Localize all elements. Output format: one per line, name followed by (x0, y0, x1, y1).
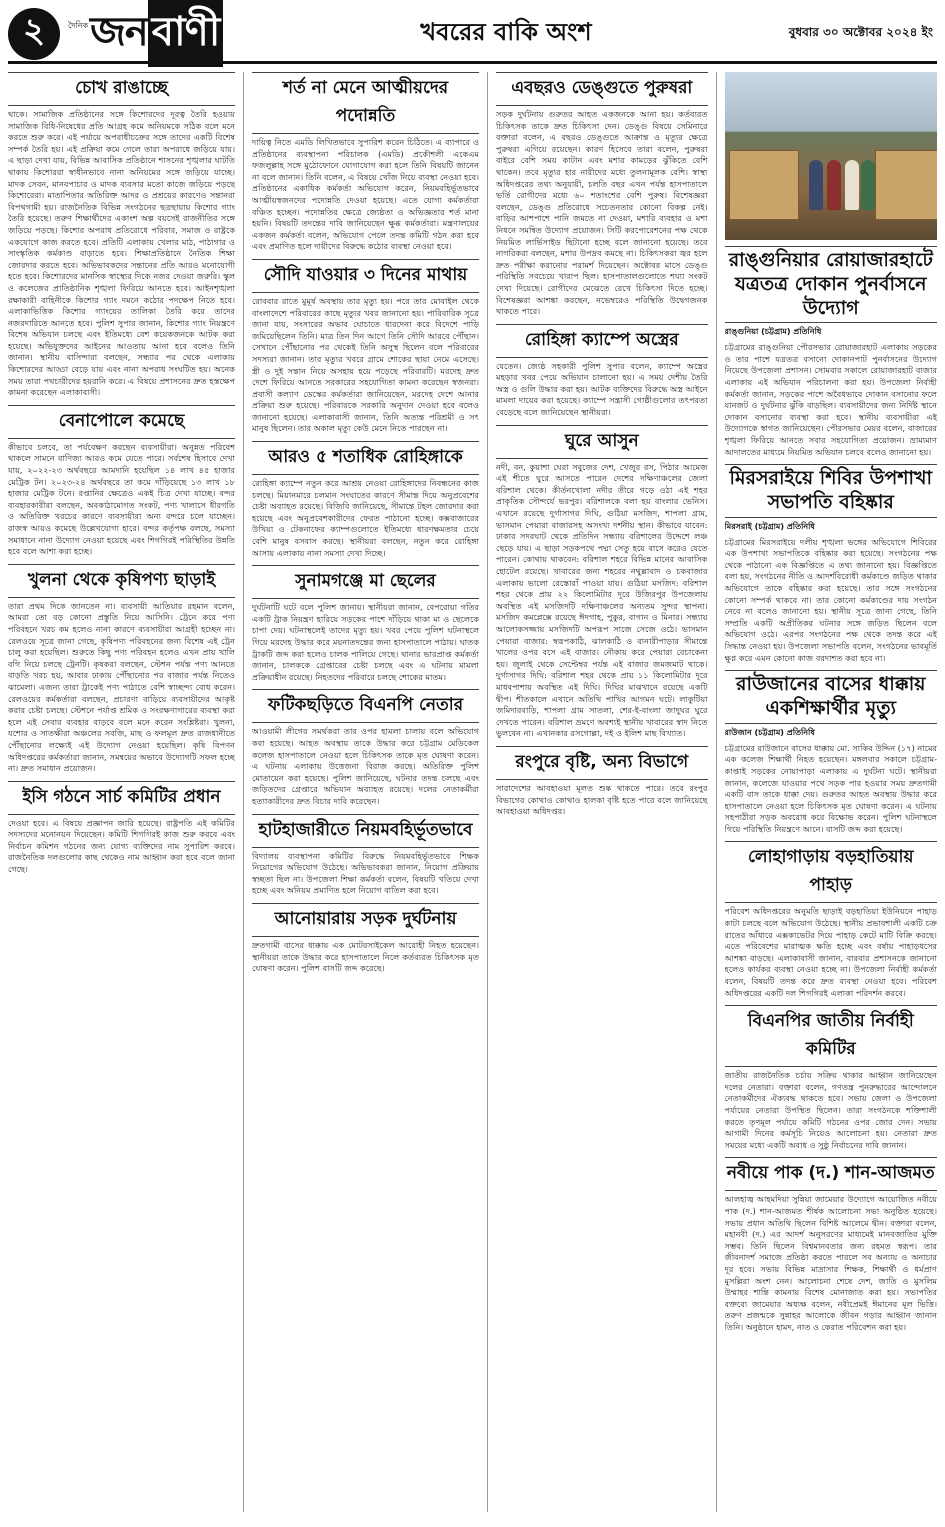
masthead (8, 6, 937, 64)
headline: রাঙ্গুনিয়ার রোয়াজারহাটে যত্রতত্র দোকান পুনর্বাসনে উদ্যোগ (725, 246, 937, 323)
columns (8, 72, 937, 1512)
headline: বিএনপির জাতীয় নির্বাহী কমিটির (725, 1005, 937, 1067)
article-shorto (252, 72, 479, 253)
headline: ফটিকছড়িতে বিএনপি নেতার (252, 689, 479, 723)
article-nabi (725, 1157, 937, 1333)
article-rangunia (725, 246, 937, 458)
byline: মিরসরাই (চট্টগ্রাম) প্রতিনিধি (724, 521, 815, 531)
article-body: বিদ্যালয় ব্যবস্থাপনা কমিটির বিরুদ্ধে নিয়মবহির্ভূতভাবে শিক্ষক নিয়োগের অভিযোগ উঠেছে। অভিভাবকরা জানান, নিয়োগ প্রক্রিয়ায় স্বচ্ছতা ছিল না। উপজেলা শিক্ষা কর্মকর্তা বলেন, বিষয়টি খতিয়ে দেখা হচ্ছে এবং অনিয়ম প্রমাণিত হলে নিয়োগ বাতিল করা হবে। (252, 850, 480, 896)
article-body: আওয়ামী লীগের সমর্থকরা তার ওপর হামলা চালায় বলে অভিযোগ করা হয়েছে। আহত অবস্থায় তাকে উদ্ধার করে চট্টগ্রাম মেডিকেল কলেজ হাসপাতালে নেওয়া হলে চিকিৎসক তাকে মৃত ঘোষণা করেন। এ ঘটনায় এলাকায় উত্তেজনা বিরাজ করছে। অতিরিক্ত পুলিশ মোতায়েন করা হয়েছে। পুলিশ জানিয়েছে, ঘটনার তদন্ত চলছে এবং জড়িতদের গ্রেপ্তারে অভিযান অব্যাহত রয়েছে। দলের নেতাকর্মীরা হত্যাকারীদের দ্রুত বিচার দাবি করেছেন। (252, 726, 480, 806)
column-3 (496, 72, 708, 1512)
column-1 (8, 72, 235, 1512)
article-sunamganj (252, 565, 479, 683)
column-divider (716, 72, 717, 1512)
headline: হাটহাজারীতে নিয়মবহির্ভূতভাবে (252, 814, 479, 848)
article-benapole (8, 405, 235, 558)
article-chokh (8, 72, 235, 399)
headline: রাউজানের বাসের ধাক্কায় একশিক্ষার্থীর মৃত্যু (725, 670, 937, 724)
headline: মিরসরাইয়ে শিবির উপশাখা সভাপতি বহিষ্কার (725, 464, 937, 518)
column-divider (487, 72, 488, 1512)
headline: রংপুরে বৃষ্টি, অন্য বিভাগে (496, 746, 708, 780)
article-body: কীভাবে চলবে, তা পর্যবেক্ষণ করছেন ব্যবসায়ীরা। অনুন্নত পরিবেশ থাকলে সামনে বাণিজ্য আরও কমে যেতে পারে। সর্বশেষ হিসাবে দেখা যায়, ২০২২-২৩ অর্থবছরে আমদানি হয়েছিল ১৪ লাখ ৪৫ হাজার মেট্রিক টন। ২০২৩-২৪ অর্থবছরে তা কমে দাঁড়িয়েছে ১৩ লাখ ১৮ হাজার মেট্রিক টনে। রপ্তানির ক্ষেত্রেও একই চিত্র দেখা যাচ্ছে। বন্দর ব্যবহারকারীরা বলছেন, অবকাঠামোগত সংকট, পণ্য খালাসে ধীরগতি ও অতিরিক্ত খরচের কারণে ব্যবসায়ীরা অন্য বন্দরে চলে যাচ্ছেন। রাজস্ব আয়ও কমেছে উল্লেখযোগ্য হারে। বন্দর কর্তৃপক্ষ বলছে, সমস্যা সমাধানে নানা উদ্যোগ নেওয়া হয়েছে এবং শিগগিরই পরিস্থিতির উন্নতি হবে বলে আশা করা হচ্ছে। (8, 441, 236, 557)
article-bnp (725, 1005, 937, 1151)
photo-person-shape (827, 160, 841, 210)
market-photo (725, 72, 937, 240)
headline: চোখ রাঙাচ্ছে (8, 72, 235, 106)
logo-prefix: দৈনিক (68, 21, 89, 30)
article-saudi (252, 259, 479, 435)
article-rohingya5 (252, 441, 479, 559)
article-body: চট্টগ্রামের রাঙ্গুনিয়া পৌরসভার রোয়াজারহাট এলাকায় সড়কের ও তার পাশে যত্রতত্র বসানো দোকানপাট পুনর্বাসনের উদ্যোগ নিয়েছে উপজেলা প্রশাসন। সোমবার সকালে রোয়াজারহাট বাজার এলাকায় এই অভিযান পরিচালনা করা হয়। উপজেলা নির্বাহী কর্মকর্তা জানান, সড়কের পাশে অবৈধভাবে দোকান বসানোর ফলে যানজট ও দুর্ঘটনার ঝুঁকি বাড়ছিল। ব্যবসায়ীদের জন্য নির্দিষ্ট স্থানে দোকান বসানোর ব্যবস্থা করা হবে। স্থানীয় ব্যবসায়ীরা এই উদ্যোগকে স্বাগত জানিয়েছেন। পৌরসভার মেয়র বলেন, বাজারের শৃঙ্খলা ফিরিয়ে আনতে সবার সহযোগিতা প্রয়োজন। ভ্রাম্যমাণ আদালতের মাধ্যমে নিয়মিত অভিযান চলবে বলেও জানানো হয়। (724, 342, 937, 457)
headline: আনোয়ারায় সড়ক দুর্ঘটনায় (252, 903, 479, 937)
publication-date: বুধবার ৩০ অক্টোবর ২০২৪ ইং (788, 24, 933, 39)
article-body: দেওয়া হবে। এ বিষয়ে প্রজ্ঞাপন জারি হয়েছে। রাষ্ট্রপতি এই কমিটির সদস্যদের মনোনয়ন দিয়েছেন। কমিটি শিগগিরই কাজ শুরু করবে এবং নির্বাচন কমিশন গঠনের জন্য যোগ্য ব্যক্তিদের নাম সুপারিশ করবে। রাজনৈতিক দলগুলোর কাছ থেকেও নাম আহ্বান করা হবে বলে জানা গেছে। (8, 817, 236, 875)
headline: নবীয়ে পাক (দ.) শান-আজমত (725, 1157, 937, 1191)
article-dengue (496, 72, 708, 318)
page-number: ২ (8, 8, 60, 60)
headline: শর্ত না মেনে আত্মীয়দের পদোন্নতি (252, 72, 479, 134)
headline: লোহাগাড়ায় বড়হাতিয়ায় পাহাড় (725, 841, 937, 903)
headline: সুনামগঞ্জে মা ছেলের (252, 565, 479, 599)
article-body: পরিবেশ অধিদপ্তরের অনুমতি ছাড়াই বড়হাতিয়া ইউনিয়নে পাহাড় কাটা চলছে বলে অভিযোগ উঠেছে। স্থানীয় প্রভাবশালী একটি চক্র রাতের আঁধারে এক্সকাভেটর দিয়ে পাহাড় কেটে মাটি বিক্রি করছে। এতে পরিবেশের মারাত্মক ক্ষতি হচ্ছে এবং বর্ষায় পাহাড়ধসের আশঙ্কা বাড়ছে। এলাকাবাসী জানান, বারবার প্রশাসনকে জানানো হলেও কার্যকর ব্যবস্থা নেওয়া হচ্ছে না। উপজেলা নির্বাহী কর্মকর্তা বলেন, বিষয়টি তদন্ত করে দ্রুত ব্যবস্থা নেওয়া হবে। পরিবেশ অধিদপ্তরের একটি দল শিগগিরই এলাকা পরিদর্শন করবে। (724, 906, 937, 998)
article-body: সারাদেশের আবহাওয়া মূলত শুষ্ক থাকতে পারে। তবে রংপুর বিভাগের কোথাও কোথাও হালকা বৃষ্টি হতে পারে বলে জানিয়েছে আবহাওয়া অধিদপ্তর। (496, 782, 708, 817)
photo-person-shape (809, 160, 823, 210)
article-ghure (496, 425, 708, 740)
article-rangpur (496, 746, 708, 818)
headline: রোহিঙ্গা ক্যাম্পে অস্ত্রের (496, 324, 708, 358)
byline: রাউজান (চট্টগ্রাম) প্রতিনিধি (724, 727, 815, 737)
article-body: তারা প্রথম দিকে জানতেন না। ব্যবসায়ী আতিয়ার রহমান বলেন, আমরা তো বড় কোনো প্রস্তুতি নিয়ে আসিনি। ট্রেনে করে পণ্য পরিবহনে খরচ কম হলেও নানা কারণে ব্যবসায়ীরা আগ্রহী হচ্ছেন না। রেলওয়ে সূত্রে জানা গেছে, কৃষিপণ্য পরিবহনের জন্য বিশেষ এই ট্রেন চালু করা হয়েছিল। শুরুতে কিছু পণ্য পরিবহন হলেও এখন প্রায় খালি বগি নিয়ে চলছে ট্রেনটি। কৃষকরা বলছেন, স্টেশন পর্যন্ত পণ্য আনতে বাড়তি খরচ হয়, আবার ঢাকায় পৌঁছানোর পর বাজার পর্যন্ত নিতেও ঝামেলা। এজন্য তারা ট্রাকেই পণ্য পাঠাতে বেশি স্বাচ্ছন্দ্য বোধ করেন। রেলওয়ের কর্মকর্তারা বলছেন, প্রচারণা বাড়িয়ে ব্যবসায়ীদের আকৃষ্ট করার চেষ্টা চলছে। স্টেশনে পর্যাপ্ত শ্রমিক ও সংরক্ষণাগারের ব্যবস্থা করা হলে এই সেবার ব্যবহার বাড়বে বলে মনে করেন সংশ্লিষ্টরা। খুলনা, যশোর ও সাতক্ষীরা অঞ্চলের সবজি, মাছ ও ফলমূল দ্রুত রাজধানীতে পৌঁছানোর লক্ষ্যেই এই উদ্যোগ নেওয়া হয়েছিল। কৃষি বিপণন অধিদপ্তরের কর্মকর্তারা জানান, সমন্বয়ের অভাবে উদ্যোগটি সফল হচ্ছে না। দ্রুত সমাধান প্রয়োজন। (8, 600, 236, 774)
headline: ঘুরে আসুন (496, 425, 708, 459)
article-body: দ্রুতগামী বাসের ধাক্কায় এক মোটরসাইকেল আরোহী নিহত হয়েছেন। স্থানীয়রা তাকে উদ্ধার করে হাসপাতালে নিলে কর্তব্যরত চিকিৎসক মৃত ঘোষণা করেন। পুলিশ বাসটি জব্দ করেছে। (252, 939, 480, 974)
logo-part2: বাণী (148, 0, 224, 67)
article-body: সড়ক দুর্ঘটনায় গুরুতর আহত একজনকে আনা হয়। কর্তব্যরত চিকিৎসক তাকে দ্রুত চিকিৎসা দেন। ডেঙ্গু বিষয়ে সেমিনারে বক্তারা বলেন, এ বছরও ডেঙ্গুতে আক্রান্ত ও মৃত্যুর ক্ষেত্রে পুরুষরা এগিয়ে রয়েছেন। কারণ হিসেবে তারা বলেন, পুরুষরা বাইরে বেশি সময় কাটান এবং মশার কামড়ের ঝুঁকিতে বেশি থাকেন। তবে মৃত্যুর হার নারীদের মধ্যে তুলনামূলক বেশি। স্বাস্থ্য অধিদপ্তরের তথ্য অনুযায়ী, চলতি বছর এখন পর্যন্ত হাসপাতালে ভর্তি রোগীদের মধ্যে ৬০ শতাংশের বেশি পুরুষ। বিশেষজ্ঞরা বলছেন, ডেঙ্গু প্রতিরোধে সচেতনতার কোনো বিকল্প নেই। বাড়ির আশপাশে পানি জমতে না দেওয়া, মশারি ব্যবহার ও মশা নিধনে সমন্বিত উদ্যোগ প্রয়োজন। সিটি করপোরেশনের পক্ষ থেকে নিয়মিত লার্ভিসাইড ছিটানো হচ্ছে বলে জানানো হয়েছে। তবে নাগরিকরা বলছেন, মশার উপদ্রব কমছে না। চিকিৎসকরা জ্বর হলে দ্রুত পরীক্ষা করানোর পরামর্শ দিয়েছেন। অক্টোবর মাসে ডেঙ্গু পরিস্থিতি সবচেয়ে খারাপ ছিল। হাসপাতালগুলোতে শয্যা সংকট দেখা দিয়েছে। রোগীদের মেঝেতে রেখে চিকিৎসা দিতে হচ্ছে। বিশেষজ্ঞরা আশঙ্কা করছেন, নভেম্বরেও পরিস্থিতি উদ্বেগজনক থাকতে পারে। (496, 109, 708, 317)
headline: এবছরও ডেঙ্গুতে পুরুষরা (496, 72, 708, 106)
article-rohingya-camp (496, 324, 708, 419)
photo-stall-shape (729, 150, 799, 220)
article-body: চট্টগ্রামের রাউজানে বাসের ধাক্কায় মো. সাকিব উদ্দিন (১৭) নামের এক কলেজ শিক্ষার্থী নিহত হয়েছেন। মঙ্গলবার সকালে চট্টগ্রাম-কাপ্তাই সড়কের নোয়াপাড়া এলাকায় এ দুর্ঘটনা ঘটে। স্থানীয়রা জানান, কলেজে যাওয়ার পথে সড়ক পার হওয়ার সময় দ্রুতগামী একটি বাস তাকে ধাক্কা দেয়। গুরুতর আহত অবস্থায় উদ্ধার করে হাসপাতালে নেওয়া হলে চিকিৎসক মৃত ঘোষণা করেন। এ ঘটনায় সহপাঠীরা সড়ক অবরোধ করে বিক্ষোভ করেন। পুলিশ ঘটনাস্থলে গিয়ে পরিস্থিতি নিয়ন্ত্রণে আনে। বাসটি জব্দ করা হয়েছে। (724, 742, 937, 834)
article-body: আলহাজ্ব আহমদিয়া সুন্নিয়া জামেয়ার উদ্যোগে আয়োজিত নবীয়ে পাক (দ.) শান-আজমত শীর্ষক আলোচনা সভা অনুষ্ঠিত হয়েছে। সভায় প্রধান অতিথি ছিলেন বিশিষ্ট আলেমে দ্বীন। বক্তারা বলেন, মহানবী (দ.) এর আদর্শ অনুসরণের মাধ্যমেই মানবজাতির মুক্তি সম্ভব। তিনি ছিলেন বিশ্বমানবতার জন্য রহমত স্বরূপ। তার জীবনাদর্শ সমাজে প্রতিষ্ঠা করতে পারলে সব অন্যায় ও অনাচার দূর হবে। সভায় বিভিন্ন মাদ্রাসার শিক্ষক, শিক্ষার্থী ও ধর্মপ্রাণ মুসল্লিরা অংশ নেন। আলোচনা শেষে দেশ, জাতি ও মুসলিম উম্মাহর শান্তি কামনায় বিশেষ মোনাজাত করা হয়। সভাপতির বক্তব্যে জামেয়ার অধ্যক্ষ বলেন, নবীপ্রেমই ঈমানের মূল ভিত্তি। তরুণ প্রজন্মকে সুন্নাহর আলোকে জীবন গড়ার আহ্বান জানান তিনি। অনুষ্ঠানে হামদ, নাত ও কেরাত পরিবেশন করা হয়। (724, 1194, 937, 1332)
article-body: থাকে। সামাজিক প্রতিষ্ঠানের সঙ্গে কিশোরদের দূরত্ব তৈরি হওয়ায় সামাজিক বিধি-নিষেধের প্রতি আগ্রহ কমে অনিয়মকে সঠিক বলে মনে করতে শুরু করে। এই পর্যায়ে অপরাধীচক্রের সঙ্গে তাদের একটি বিশেষ সম্পর্ক তৈরি হয়। এই প্রক্রিয়া কমে গেলে তারা অপরাধে জড়িয়ে যায়। এ ছাড়া দেখা যায়, বিভিন্ন আবাসিক প্রতিষ্ঠানে শাসনের শৃঙ্খলার ঘাটতি থাকায় কিশোররা স্বাধীনভাবে নানা অনিয়মের সঙ্গে জড়িয়ে যাচ্ছে। মাদক সেবন, মানবপাচার ও মাদক ব্যবসার মতো কাজে জড়িয়ে পড়ছে কিশোরেরা। মাতাপিতার অতিরিক্ত আদর ও প্রশ্রয়ের কারণেও সন্তানরা বিপথগামী হয়। রাজনৈতিক বিভিন্ন সংগঠনের ছত্রছায়ায় কিশোর গ্যাং তৈরি হয়েছে। তরুণ শিক্ষার্থীদের একাংশ অল্প বয়সেই রাজনীতির সঙ্গে জড়িয়ে পড়ছে। কিশোর অপরাধ প্রতিরোধে পরিবার, সমাজ ও রাষ্ট্রকে একযোগে কাজ করতে হবে। প্রতিটি এলাকায় খেলার মাঠ, পাঠাগার ও সাংস্কৃতিক কর্মকাণ্ড বাড়াতে হবে। শিক্ষাপ্রতিষ্ঠানে নৈতিক শিক্ষা জোরদার করতে হবে। অভিভাবকদের সন্তানের প্রতি আরও মনোযোগী হতে হবে। কিশোরদের মানসিক স্বাস্থ্যের দিকে নজর দেওয়া জরুরি। স্কুল ও কলেজের প্রাতিষ্ঠানিক শৃঙ্খলা ফিরিয়ে আনতে হবে। আইনশৃঙ্খলা রক্ষাকারী বাহিনীকে কিশোর গ্যাং দমনে কঠোর পদক্ষেপ নিতে হবে। এলাকাভিত্তিক কিশোর গ্যাংয়ের তালিকা তৈরি করে তাদের নজরদারিতে আনতে হবে। পুলিশ সুপার জানান, কিশোর গ্যাং নিয়ন্ত্রণে বিশেষ অভিযান চলছে এবং ইতিমধ্যে বেশ কয়েকজনকে আটক করা হয়েছে। অভিযুক্তদের আইনের আওতায় আনা হবে বলেও তিনি জানান। স্থানীয় বাসিন্দারা বলছেন, সন্ধ্যার পর থেকে এলাকায় কিশোরদের আড্ডা বেড়ে যায় এবং নানা অপরাধ সংঘটিত হয়। অনেক সময় তারা পথচারীদের হয়রানি করে। এ বিষয়ে প্রশাসনের দ্রুত হস্তক্ষেপ কামনা করেছেন এলাকাবাসী। (8, 109, 236, 398)
column-divider (243, 72, 244, 1512)
article-body: রোববার রাতে মুমূর্ষ অবস্থায় তার মৃত্যু হয়। পরে তার মোবাইল থেকে বাংলাদেশে পরিবারের কাছে মৃত্যুর খবর জানানো হয়। পারিবারিক সূত্রে জানা যায়, সংসারের অভাব ঘোচাতে ধারদেনা করে বিদেশে পাড়ি জমিয়েছিলেন তিনি। মাত্র তিন দিন আগে তিনি সৌদি আরবে পৌঁছান। সেখানে পৌঁছানোর পর থেকেই তিনি অসুস্থ ছিলেন বলে পরিবারের সদস্যরা জানান। তার মৃত্যুর খবরে গ্রামে শোকের ছায়া নেমে এসেছে। স্ত্রী ও দুই সন্তান নিয়ে অসহায় হয়ে পড়েছে পরিবারটি। মরদেহ দ্রুত দেশে ফিরিয়ে আনতে সরকারের সহযোগিতা কামনা করেছেন স্বজনরা। প্রবাসী কল্যাণ ডেস্কের কর্মকর্তারা জানিয়েছেন, মরদেহ দেশে আনার প্রক্রিয়া শুরু হয়েছে। পরিবারকে সরকারি অনুদান দেওয়া হবে বলেও জানানো হয়েছে। এলাকাবাসী জানান, তিনি অত্যন্ত পরিশ্রমী ও সৎ মানুষ ছিলেন। তার অকাল মৃত্যু কেউ মেনে নিতে পারছেন না। (252, 295, 480, 434)
article-raozan (725, 670, 937, 835)
article-body: জাতীয় রাজনৈতিক চর্চায় সক্রিয় থাকার আহ্বান জানিয়েছেন দলের নেতারা। বক্তারা বলেন, গণতন্ত্র পুনরুদ্ধারের আন্দোলনে নেতাকর্মীদের ঐক্যবদ্ধ থাকতে হবে। সভায় জেলা ও উপজেলা পর্যায়ের নেতারা উপস্থিত ছিলেন। তারা সংগঠনকে শক্তিশালী করতে তৃণমূল পর্যায়ে কমিটি গঠনের ওপর জোর দেন। সভায় আগামী দিনের কর্মসূচি নিয়েও আলোচনা হয়। নেতারা দ্রুত সময়ের মধ্যে একটি অবাধ ও সুষ্ঠু নির্বাচনের দাবি জানান। (724, 1070, 937, 1150)
article-anowara (252, 903, 479, 975)
newspaper-logo (68, 0, 223, 67)
headline: ইসি গঠনে সার্চ কমিটির প্রধান (8, 781, 235, 815)
headline: খুলনা থেকে কৃষিপণ্য ছাড়াই (8, 564, 235, 598)
article-body: যেতেন। জ্যেষ্ঠ সহকারী পুলিশ সুপার বলেন, ক্যাম্পে অস্ত্রের মহড়ার খবর পেয়ে অভিযান চালানো হয়। এ সময় দেশীয় তৈরি অস্ত্র ও গুলি উদ্ধার করা হয়। আটক ব্যক্তিদের বিরুদ্ধে অস্ত্র আইনে মামলা দায়ের করা হয়েছে। ক্যাম্পে সন্ত্রাসী গোষ্ঠীগুলোর তৎপরতা বেড়েছে বলে জানিয়েছেন স্থানীয়রা। (496, 360, 708, 418)
headline: সৌদি যাওয়ার ৩ দিনের মাথায় (252, 259, 479, 293)
article-khulna (8, 564, 235, 775)
headline: আরও ৫ শতাধিক রোহিঙ্গাকে (252, 441, 479, 475)
logo-part1: জন (90, 9, 148, 55)
article-body: রোহিঙ্গা ক্যাম্পে নতুন করে আশ্রয় নেওয়া রোহিঙ্গাদের নিবন্ধনের কাজ চলছে। মিয়ানমারে চলমান সংঘাতের কারণে সীমান্ত দিয়ে অনুপ্রবেশের চেষ্টা অব্যাহত রয়েছে। বিজিবি জানিয়েছে, সীমান্তে টহল জোরদার করা হয়েছে এবং অনুপ্রবেশকারীদের ফেরত পাঠানো হচ্ছে। কক্সবাজারের উখিয়া ও টেকনাফের ক্যাম্পগুলোতে ইতিমধ্যে ধারণক্ষমতার চেয়ে বেশি মানুষ বসবাস করছে। স্থানীয়রা বলছেন, নতুন করে রোহিঙ্গা আসায় এলাকায় নানা সমস্যা দেখা দিচ্ছে। (252, 478, 480, 558)
article-body: চট্টগ্রামের মিরসরাইয়ে দলীয় শৃঙ্খলা ভঙ্গের অভিযোগে শিবিরের এক উপশাখা সভাপতিকে বহিষ্কার করা হয়েছে। সংগঠনের পক্ষ থেকে পাঠানো এক বিজ্ঞপ্তিতে এ তথ্য জানানো হয়। বিজ্ঞপ্তিতে বলা হয়, সংগঠনের নীতি ও আদর্শবিরোধী কর্মকাণ্ডে জড়িত থাকার অভিযোগে তাকে বহিষ্কার করা হয়েছে। তার সঙ্গে সংগঠনের কোনো সম্পর্ক থাকবে না। তার কোনো কর্মকাণ্ডের দায় সংগঠন নেবে না বলেও জানানো হয়। স্থানীয় সূত্রে জানা গেছে, তিনি সম্প্রতি একটি অপ্রীতিকর ঘটনার সঙ্গে জড়িত ছিলেন বলে অভিযোগ ওঠে। এরপর সংগঠনের পক্ষ থেকে তদন্ত করে এই সিদ্ধান্ত নেওয়া হয়। উপজেলা সভাপতি বলেন, সংগঠনের ভাবমূর্তি ক্ষুণ্ণ করে এমন কোনো কাজ বরদাশত করা হবে না। (724, 536, 937, 663)
article-body: দায়িত্ব নিতে এমডি লিখিতভাবে সুপারিশ করেন চিঠিতে। এ ব্যাপারে ও প্রতিষ্ঠানের ব্যবস্থাপনা পরিচালক (এমডি) প্রকৌশলী একেএম ফজলুল্লাহ সঙ্গে মুঠোফোনে যোগাযোগ করা হলে তিনি বিষয়টি জানেন না বলে জানান। তিনি বলেন, এ বিষয়ে খোঁজ নিয়ে ব্যবস্থা নেওয়া হবে। প্রতিষ্ঠানের একাধিক কর্মকর্তা অভিযোগ করেন, নিয়মবহির্ভূতভাবে আত্মীয়স্বজনদের পদোন্নতি দেওয়া হয়েছে। এতে যোগ্য কর্মকর্তারা বঞ্চিত হচ্ছেন। পদোন্নতির ক্ষেত্রে জ্যেষ্ঠতা ও অভিজ্ঞতার শর্ত মানা হয়নি। বিষয়টি তদন্তের দাবি জানিয়েছেন ক্ষুব্ধ কর্মকর্তারা। মন্ত্রণালয়ের একজন কর্মকর্তা বলেন, অভিযোগ পেলে তদন্ত কমিটি গঠন করা হবে এবং প্রমাণিত হলে দায়ীদের বিরুদ্ধে কঠোর ব্যবস্থা নেওয়া হবে। (252, 137, 480, 252)
headline: বেনাপোলে কমেছে (8, 405, 235, 439)
photo-stall-shape (875, 150, 937, 220)
article-body: নদী, বন, কুয়াশা ঘেরা সবুজের দেশ, খেজুর রস, পিঠার আমেজ এই শীতে ঘুরে আসতে পারেন দেশের দক্ষিণাঞ্চলের জেলা বরিশাল থেকে। কীর্তনখোলা নদীর তীরে গড়ে ওঠা এই শহর প্রাকৃতিক সৌন্দর্যে ভরপুর। বরিশালকে বলা হয় বাংলার ভেনিস। এখানে রয়েছে দুর্গাসাগর দিঘি, গুঠিয়া মসজিদ, শাপলা গ্রাম, ভাসমান পেয়ারা বাজারসহ অসংখ্য দর্শনীয় স্থান। কীভাবে যাবেন: ঢাকার সদরঘাট থেকে প্রতিদিন সন্ধ্যায় বরিশালের উদ্দেশে লঞ্চ ছেড়ে যায়। এ ছাড়া সড়কপথে পদ্মা সেতু হয়ে বাসে করেও যেতে পারেন। কোথায় থাকবেন: বরিশাল শহরে বিভিন্ন মানের আবাসিক হোটেল রয়েছে। খাবারের জন্য শহরের নথুল্লাবাদ ও চকবাজার এলাকায় ভালো রেস্তোরাঁ পাওয়া যায়। গুঠিয়া মসজিদ: বরিশাল শহর থেকে প্রায় ২২ কিলোমিটার দূরে উজিরপুর উপজেলায় অবস্থিত এই মসজিদটি দক্ষিণাঞ্চলের অন্যতম সুন্দর স্থাপনা। মসজিদ কমপ্লেক্সে রয়েছে ঈদগাহ, পুকুর, বাগান ও মিনার। সন্ধ্যায় আলোকসজ্জায় মসজিদটি অপরূপ সাজে সেজে ওঠে। ভাসমান পেয়ারা বাজার: স্বরূপকাঠি, ঝালকাঠি ও বানারীপাড়ার সীমান্তে খালের ওপর বসে এই বাজার। নৌকায় করে পেয়ারা বেচাকেনা হয়। জুলাই থেকে সেপ্টেম্বর পর্যন্ত এই বাজার জমজমাট থাকে। দুর্গাসাগর দিঘি: বরিশাল শহর থেকে প্রায় ১১ কিলোমিটার দূরে মাধবপাশায় অবস্থিত এই দিঘি। দিঘির মাঝখানে রয়েছে একটি দ্বীপ। শীতকালে এখানে অতিথি পাখির আগমন ঘটে। লাকুটিয়া জমিদারবাড়ি, শাপলা গ্রাম সাতলা, শের-ই-বাংলা জাদুঘর ঘুরে দেখতে পারেন। বরিশাল ভ্রমণে অবশ্যই স্থানীয় খাবারের স্বাদ নিতে ভুলবেন না। এখানকার রসগোল্লা, দই ও ইলিশ মাছ বিখ্যাত। (496, 461, 708, 739)
section-title: খবরের বাকি অংশ (420, 17, 592, 46)
photo-person-shape (861, 160, 875, 210)
article-body: দুর্ঘটনাটি ঘটে বলে পুলিশ জানায়। স্থানীয়রা জানান, বেপরোয়া গতির একটি ট্রাক নিয়ন্ত্রণ হারিয়ে সড়কের পাশে দাঁড়িয়ে থাকা মা ও ছেলেকে চাপা দেয়। ঘটনাস্থলেই তাদের মৃত্যু হয়। খবর পেয়ে পুলিশ ঘটনাস্থলে গিয়ে মরদেহ উদ্ধার করে ময়নাতদন্তের জন্য হাসপাতালে পাঠায়। ঘাতক ট্রাকটি জব্দ করা হলেও চালক পালিয়ে গেছে। থানার ভারপ্রাপ্ত কর্মকর্তা জানান, চালককে গ্রেপ্তারের চেষ্টা চলছে এবং এ ঘটনায় মামলা প্রক্রিয়াধীন রয়েছে। নিহতদের পরিবারে চলছে শোকের মাতম। (252, 602, 480, 682)
photo-person-shape (845, 160, 859, 210)
article-ec (8, 781, 235, 876)
article-mirsharai (725, 464, 937, 664)
article-lohagara (725, 841, 937, 999)
article-hathazari (252, 814, 479, 897)
column-2 (252, 72, 479, 1512)
column-4 (725, 72, 937, 1512)
article-fatikchhari (252, 689, 479, 807)
byline: রাঙ্গুনিয়া (চট্টগ্রাম) প্রতিনিধি (724, 327, 822, 337)
